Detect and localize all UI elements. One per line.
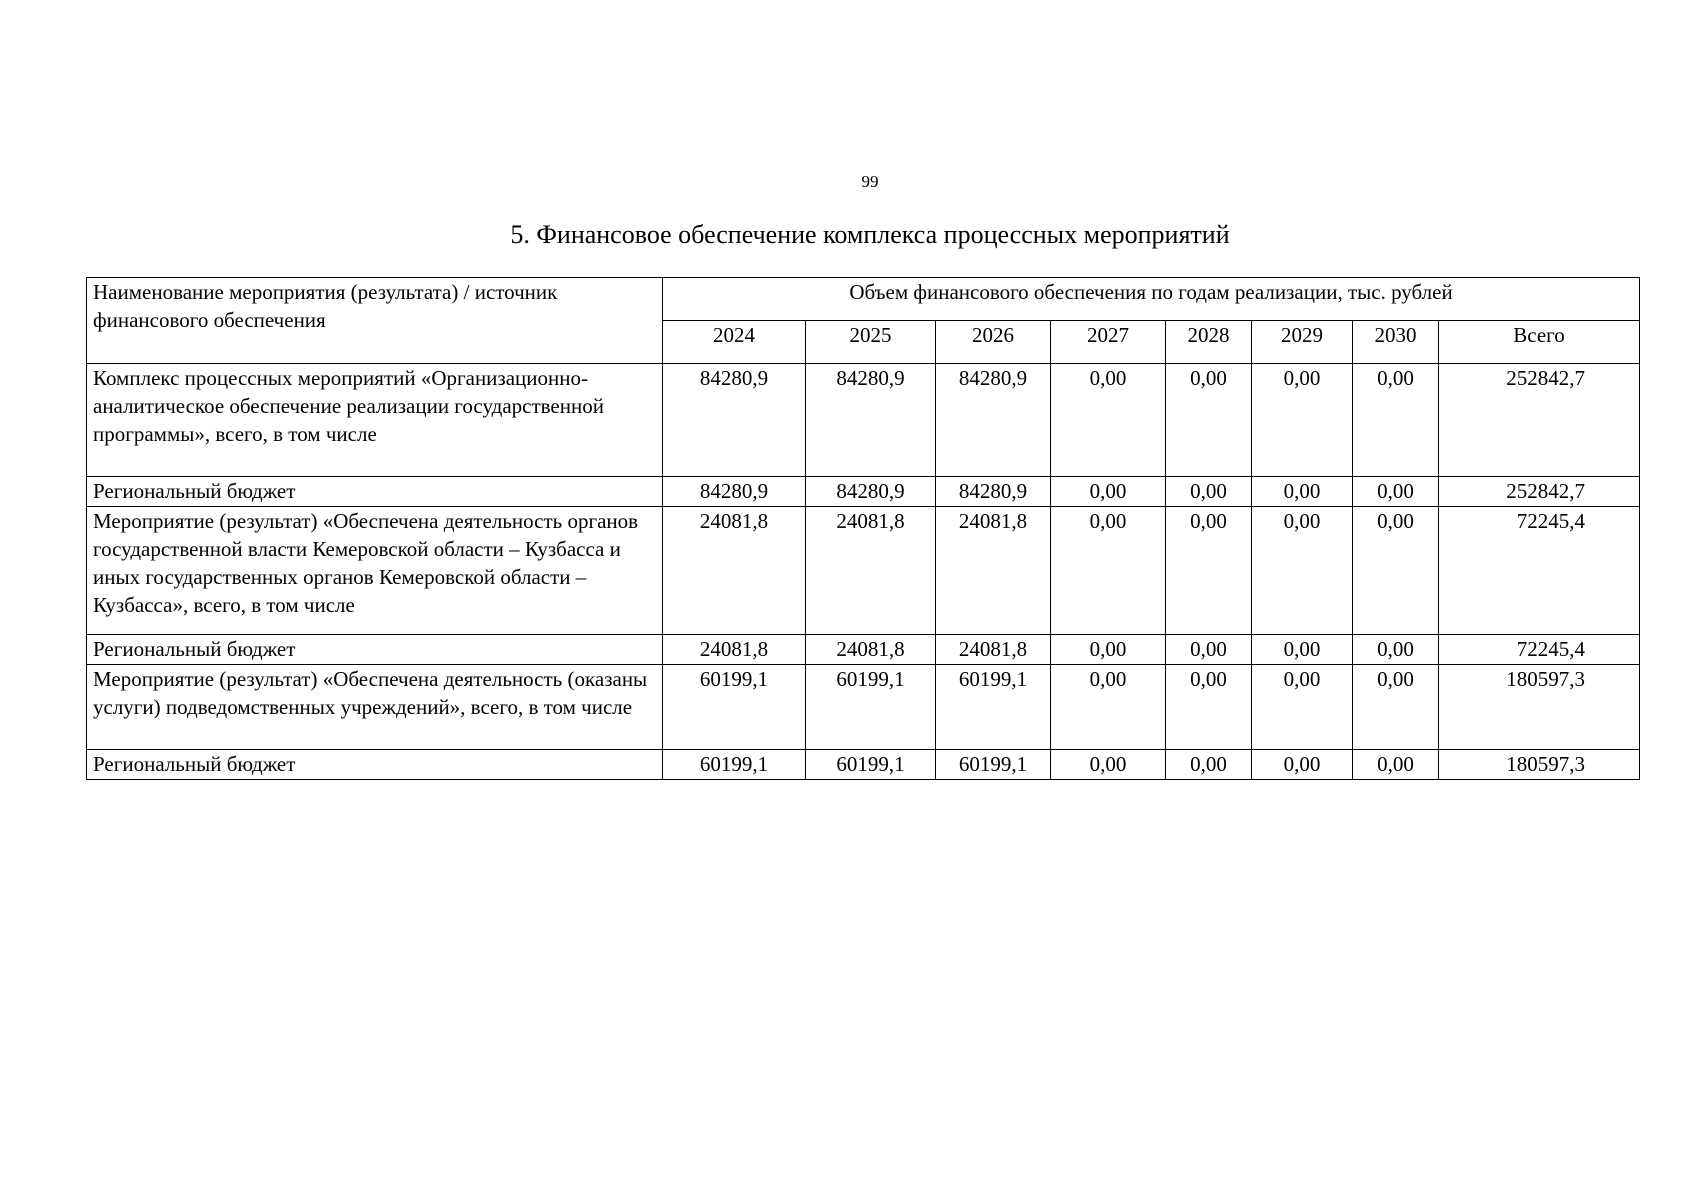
value-cell: 0,00 (1353, 750, 1439, 780)
value-cell: 24081,8 (663, 635, 806, 665)
value-cell: 0,00 (1252, 477, 1353, 507)
value-cell: 0,00 (1051, 507, 1166, 635)
row-name-cell: Мероприятие (результат) «Обеспечена деятельность (оказаны услуги) подведомственных учреждений», всего, в том числе (87, 665, 663, 750)
value-cell: 84280,9 (806, 477, 936, 507)
value-cell: 0,00 (1166, 507, 1252, 635)
value-cell: 0,00 (1252, 750, 1353, 780)
table-row (87, 364, 1640, 477)
value-cell: 60199,1 (806, 665, 936, 750)
table-row (87, 750, 1640, 780)
value-cell: 0,00 (1051, 364, 1166, 477)
value-cell: 0,00 (1353, 635, 1439, 665)
year-header-2030: 2030 (1353, 321, 1439, 364)
value-cell: 0,00 (1051, 665, 1166, 750)
table-row (87, 665, 1640, 750)
value-cell: 24081,8 (936, 507, 1051, 635)
value-cell: 60199,1 (663, 750, 806, 780)
value-cell: 24081,8 (806, 507, 936, 635)
row-name-cell: Региональный бюджет (87, 635, 663, 665)
total-cell: 180597,3 (1439, 665, 1640, 750)
row-name-cell: Региональный бюджет (87, 477, 663, 507)
year-header-2026: 2026 (936, 321, 1051, 364)
value-cell: 0,00 (1166, 635, 1252, 665)
header-row-group (87, 278, 1640, 321)
total-header: Всего (1439, 321, 1640, 364)
row-name-cell: Региональный бюджет (87, 750, 663, 780)
total-cell: 72245,4 (1439, 635, 1640, 665)
value-cell: 0,00 (1353, 507, 1439, 635)
value-cell: 0,00 (1166, 665, 1252, 750)
table-row (87, 477, 1640, 507)
total-cell: 180597,3 (1439, 750, 1640, 780)
value-cell: 0,00 (1051, 477, 1166, 507)
financing-table (86, 277, 1640, 780)
value-cell: 24081,8 (806, 635, 936, 665)
value-cell: 84280,9 (663, 364, 806, 477)
year-header-2025: 2025 (806, 321, 936, 364)
value-cell: 0,00 (1252, 635, 1353, 665)
value-cell: 0,00 (1051, 635, 1166, 665)
total-cell: 72245,4 (1439, 507, 1640, 635)
value-cell: 60199,1 (936, 750, 1051, 780)
value-cell: 0,00 (1051, 750, 1166, 780)
value-cell: 0,00 (1166, 477, 1252, 507)
year-header-2024: 2024 (663, 321, 806, 364)
value-cell: 0,00 (1252, 364, 1353, 477)
total-cell: 252842,7 (1439, 477, 1640, 507)
row-name-cell: Комплекс процессных мероприятий «Организационно-аналитическое обеспечение реализации государственной программы», всего, в том числе (87, 364, 663, 477)
value-cell: 84280,9 (663, 477, 806, 507)
name-column-header: Наименование мероприятия (результата) / источник финансового обеспечения (87, 278, 663, 364)
value-cell: 0,00 (1166, 364, 1252, 477)
value-cell: 84280,9 (936, 364, 1051, 477)
value-cell: 0,00 (1252, 507, 1353, 635)
value-cell: 84280,9 (936, 477, 1051, 507)
value-cell: 24081,8 (936, 635, 1051, 665)
value-cell: 0,00 (1252, 665, 1353, 750)
total-cell: 252842,7 (1439, 364, 1640, 477)
table-row (87, 507, 1640, 635)
value-cell: 60199,1 (663, 665, 806, 750)
year-header-2027: 2027 (1051, 321, 1166, 364)
value-cell: 0,00 (1353, 364, 1439, 477)
value-cell: 0,00 (1353, 477, 1439, 507)
table-row (87, 635, 1640, 665)
year-header-2028: 2028 (1166, 321, 1252, 364)
value-cell: 84280,9 (806, 364, 936, 477)
page-title: 5. Финансовое обеспечение комплекса процессных мероприятий (510, 220, 1230, 249)
value-cell: 0,00 (1353, 665, 1439, 750)
value-cell: 0,00 (1166, 750, 1252, 780)
value-cell: 60199,1 (806, 750, 936, 780)
value-cell: 60199,1 (936, 665, 1051, 750)
page-number: 99 (861, 172, 879, 191)
financing-volume-header: Объем финансового обеспечения по годам реализации, тыс. рублей (663, 278, 1640, 321)
year-header-2029: 2029 (1252, 321, 1353, 364)
value-cell: 24081,8 (663, 507, 806, 635)
row-name-cell: Мероприятие (результат) «Обеспечена деятельность органов государственной власти Кемеровской области – Кузбасса и иных государственных органов Кемеровской области – Кузбасса», всего, в том числе (87, 507, 663, 635)
